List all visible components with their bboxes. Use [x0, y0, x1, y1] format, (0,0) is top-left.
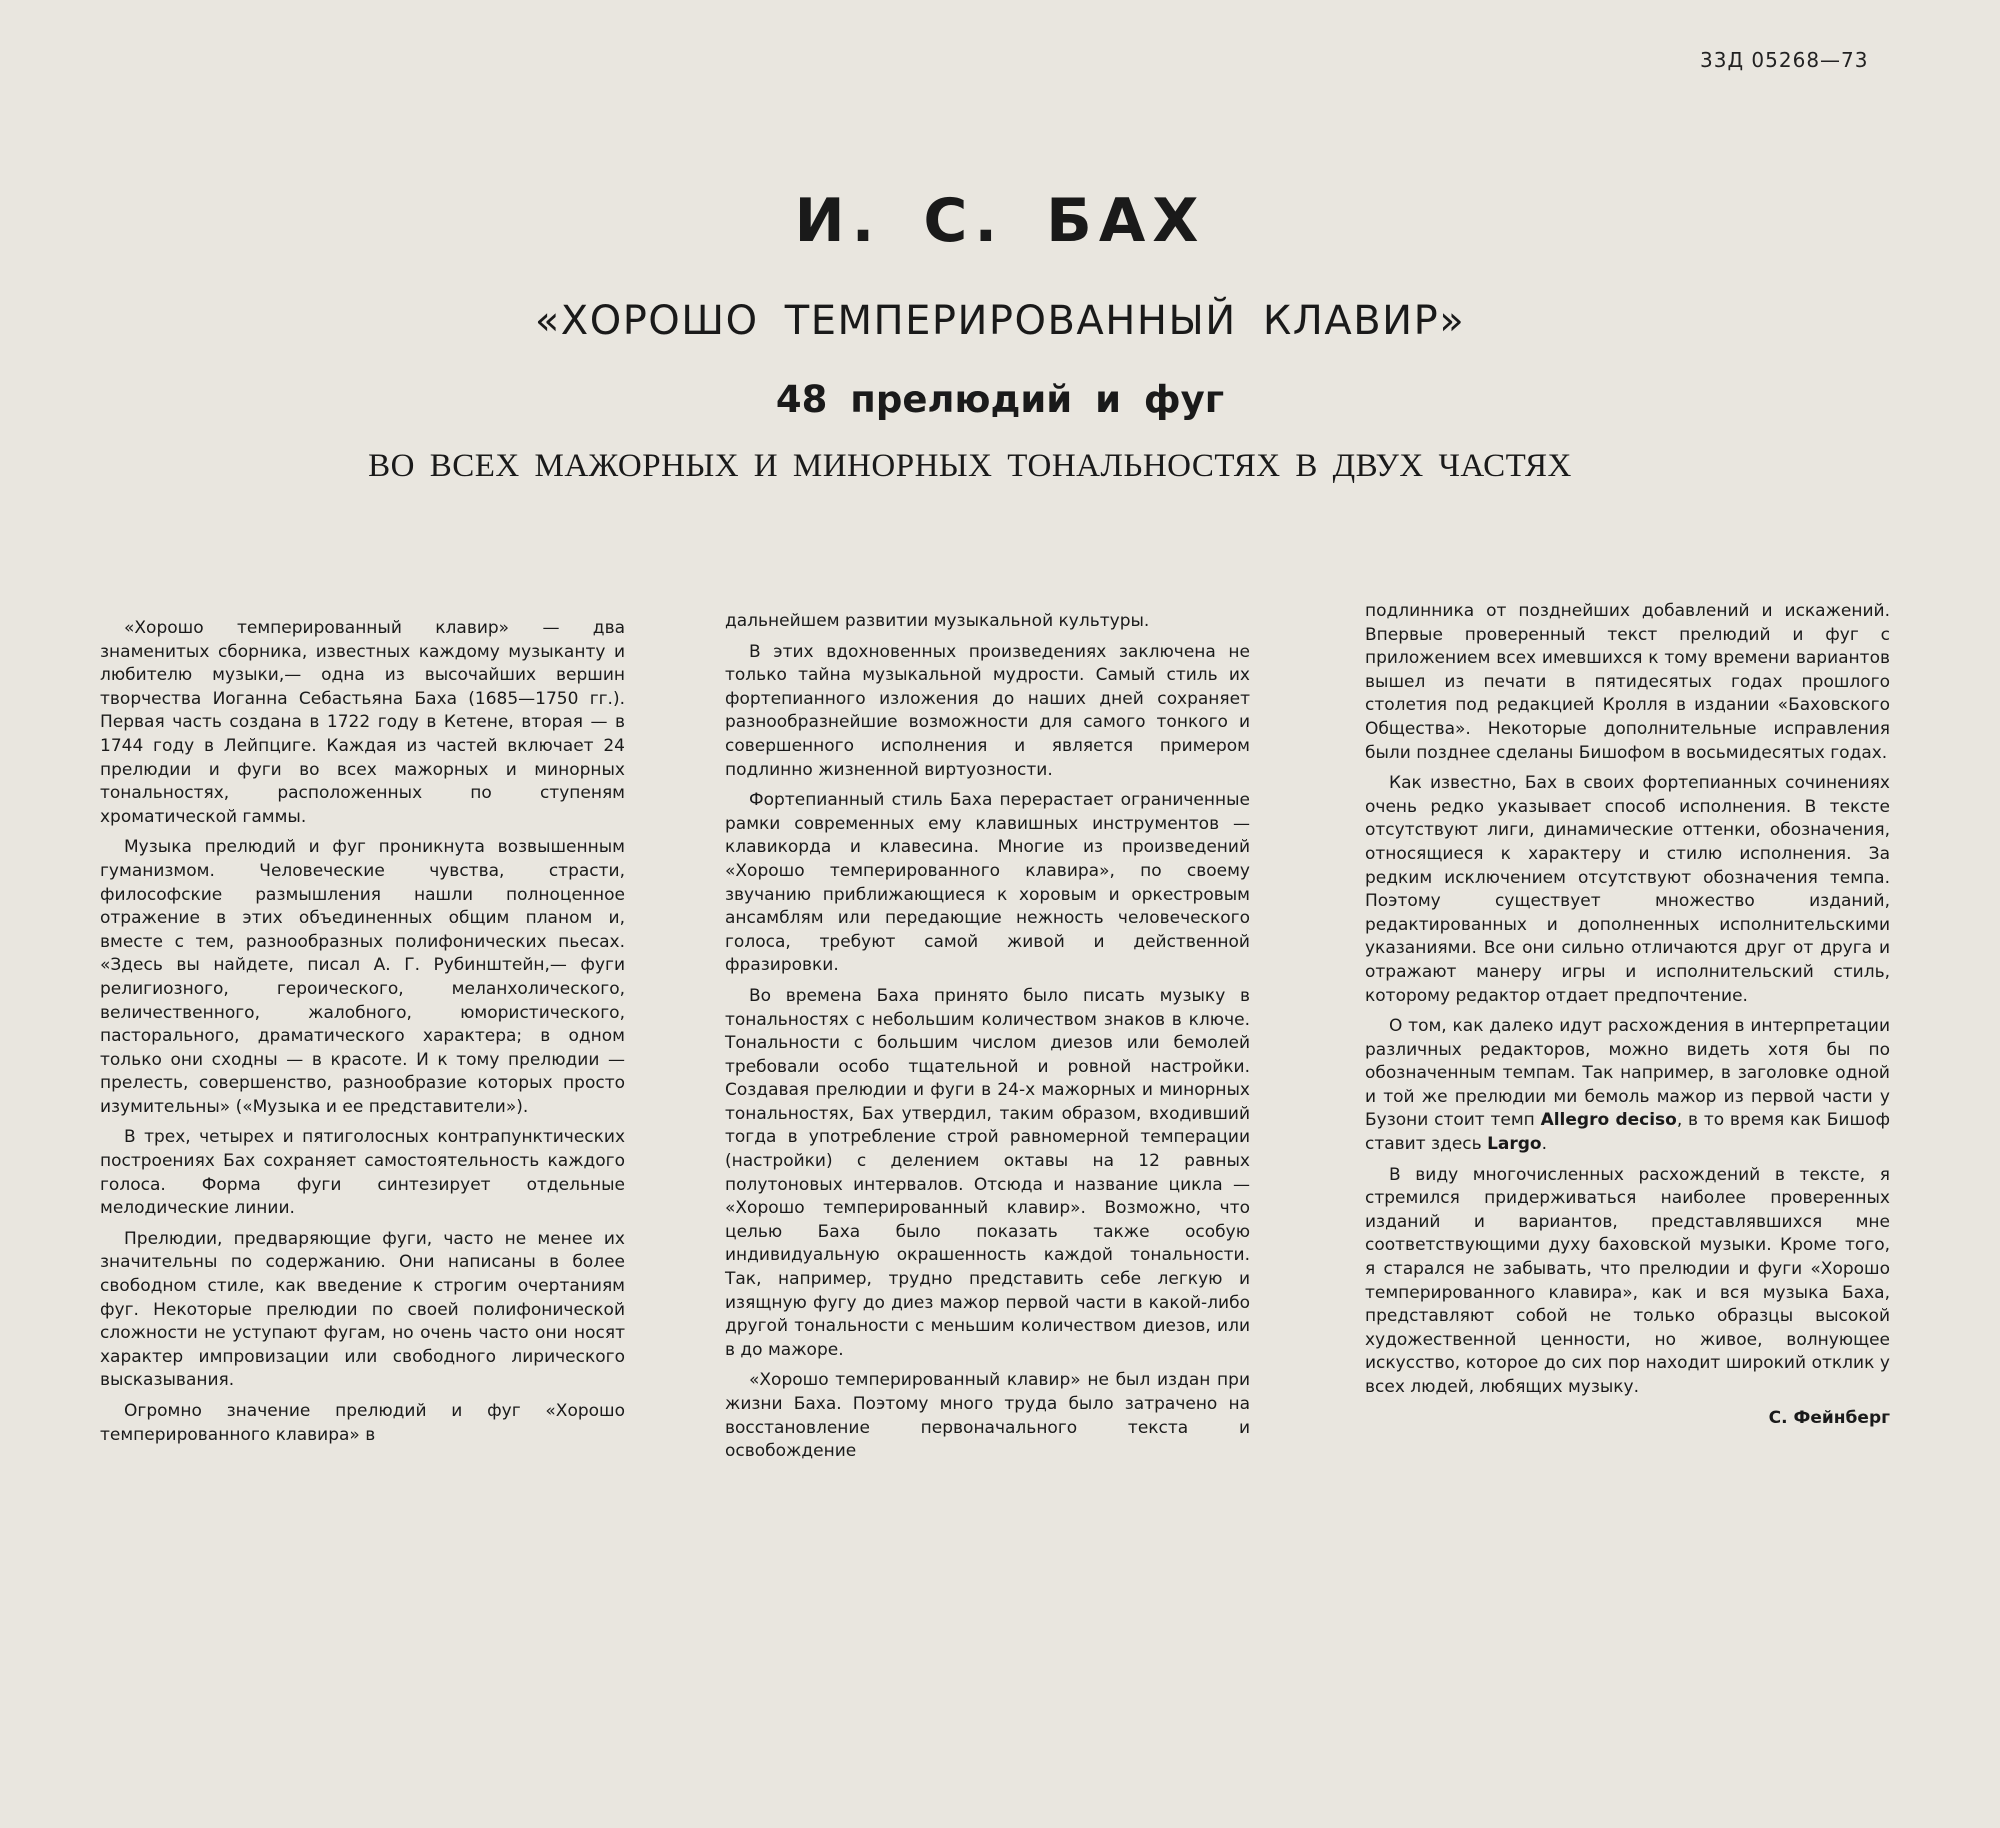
- page-title: И. С. БАХ: [794, 186, 1206, 256]
- paragraph: Фортепианный стиль Баха перерастает ограниченные рамки современных ему клавишных инструментов — клавикорда и клавесина. Многие из произведений «Хорошо темперированного клавира», по своему звучанию приближающиеся к хоровым и оркестровым ансамблям или передающие нежность человеческого голоса, требуют самой живой и действенной фразировки.: [725, 790, 1250, 976]
- paragraph: В этих вдохновенных произведениях заключена не только тайна музыкальной мудрости. Самый стиль их фортепианного изложения до наших дней сохраняет разнообразнейшие возможности для самого тонкого и совершенного исполнения и является примером подлинно жизненной виртуозности.: [725, 641, 1250, 780]
- text-column-3: [1365, 600, 1890, 1430]
- paragraph: «Хорошо темперированный клавир» не был издан при жизни Баха. Поэтому много труда было затрачено на восстановление первоначального текста и освобождение: [725, 1370, 1250, 1462]
- paragraph: Музыка прелюдий и фуг проникнута возвышенным гуманизмом. Человеческие чувства, страсти, философские размышления нашли полноценное отражение в этих объединенных общим планом и, вместе с тем, разнообразных полифонических пьесах. «Здесь вы найдете, писал А. Г. Рубинштейн,— фуги религиозного, героического, меланхолического, величественного, жалобного, юмористического, пасторального, драматического характера; в одном только они сходны — в красоте. И к тому прелюдии — прелесть, совершенство, разнообразие которых просто изумительны» («Музыка и ее представители»).: [100, 837, 625, 1117]
- author-signature: С. Фейнберг: [1768, 1407, 1890, 1428]
- paragraph: [1365, 1015, 1890, 1157]
- paragraph: «Хорошо темперированный клавир» — два знаменитых сборника, известных каждому музыканту и любителю музыки,— одна из высочайших вершин творчества Иоганна Себастьяна Баха (1685—1750 гг.). Первая часть создана в 1722 году в Кетене, вторая — в 1744 году в Лейпциге. Каждая из частей включает 24 прелюдии и фуги во всех мажорных и минорных тональностях, расположенных по ступеням хроматической гаммы.: [100, 618, 625, 827]
- paragraph: подлинника от позднейших добавлений и искажений. Впервые проверенный текст прелюдий и фуг с приложением всех имевшихся к тому времени вариантов вышел из печати в пятидесятых годах прошлого столетия под редакцией Кролля в издании «Баховского Общества». Некоторые дополнительные исправления были позднее сделаны Бишофом в восьмидесятых годах.: [1365, 601, 1890, 763]
- paragraph: В виду многочисленных расхождений в тексте, я стремился придерживаться наиболее проверенных изданий и вариантов, представлявшихся мне соответствующими духу баховской музыки. Кроме того, я старался не забывать, что прелюдии и фуги «Хорошо темперированного клавира», как и вся музыка Баха, представляют собой не только образцы высокой художественной ценности, но живое, волнующее искусство, которое до сих пор находит широкий отклик у всех людей, любящих музыку.: [1365, 1164, 1890, 1397]
- text-column-2: [725, 610, 1250, 1471]
- paragraph-text: О том, как далеко идут расхождения в интерпретации различных редакторов, можно видеть хотя бы по обозначенным темпам. Так например, в заголовке одной и той же прелюдии ми бемоль мажор из первой части у Бузони стоит темп: [1365, 1016, 1890, 1131]
- paragraph-text: .: [1541, 1134, 1548, 1155]
- paragraph: Во времена Баха принято было писать музыку в тональностях с небольшим количеством знаков в ключе. Тональности с большим числом диезов или бемолей требовали особо тщательной и ровной настройки. Создавая прелюдии и фуги в 24-х мажорных и минорных тональностях, Бах утвердил, таким образом, входивший тогда в употребление строй равномерной темперации (настройки) с делением октавы на 12 равных полутоновых интервалов. Отсюда и название цикла — «Хорошо темперированный клавир». Возможно, что целью Баха было показать также особую индивидуальную окрашенность каждой тональности. Так, например, трудно представить себе легкую и изящную фугу до диез мажор первой части в какой-либо другой тональности с меньшим количеством диезов, или в до мажоре.: [725, 985, 1250, 1360]
- work-title: «ХОРОШО ТЕМПЕРИРОВАННЫЙ КЛАВИР»: [534, 298, 1466, 344]
- tempo-marking: Largo: [1487, 1134, 1542, 1155]
- text-column-1: [100, 617, 625, 1454]
- paragraph: Огромно значение прелюдий и фуг «Хорошо темперированного клавира» в: [100, 1401, 625, 1445]
- paragraph: дальнейшем развитии музыкальной культуры.: [725, 611, 1150, 631]
- work-description: ВО ВСЕХ МАЖОРНЫХ И МИНОРНЫХ ТОНАЛЬНОСТЯХ В ДВУХ ЧАСТЯХ: [368, 448, 1572, 484]
- work-subtitle: 48 прелюдий и фуг: [775, 378, 1225, 421]
- catalog-number: 33Д 05268—73: [1700, 48, 1869, 72]
- tempo-marking: Allegro deciso: [1540, 1110, 1677, 1131]
- paragraph: Как известно, Бах в своих фортепианных сочинениях очень редко указывает способ исполнения. В тексте отсутствуют лиги, динамические оттенки, обозначения, относящиеся к характеру и стилю исполнения. За редким исключением отсутствуют обозначения темпа. Поэтому существует множество изданий, редактированных и дополненных исполнительскими указаниями. Все они сильно отличаются друг от друга и отражают манеру игры и исполнительский стиль, которому редактор отдает предпочтение.: [1365, 773, 1890, 1006]
- paragraph: В трех, четырех и пятиголосных контрапунктических построениях Бах сохраняет самостоятельность каждого голоса. Форма фуги синтезирует отдельные мелодические линии.: [100, 1127, 625, 1219]
- paragraph-text: , в то время как Бишоф ставит здесь: [1365, 1110, 1890, 1155]
- paragraph: Прелюдии, предваряющие фуги, часто не менее их значительны по содержанию. Они написаны в более свободном стиле, как введение к строгим очертаниям фуг. Некоторые прелюдии по своей полифонической сложности не уступают фугам, но очень часто они носят характер импровизации или свободного лирического высказывания.: [100, 1228, 625, 1391]
